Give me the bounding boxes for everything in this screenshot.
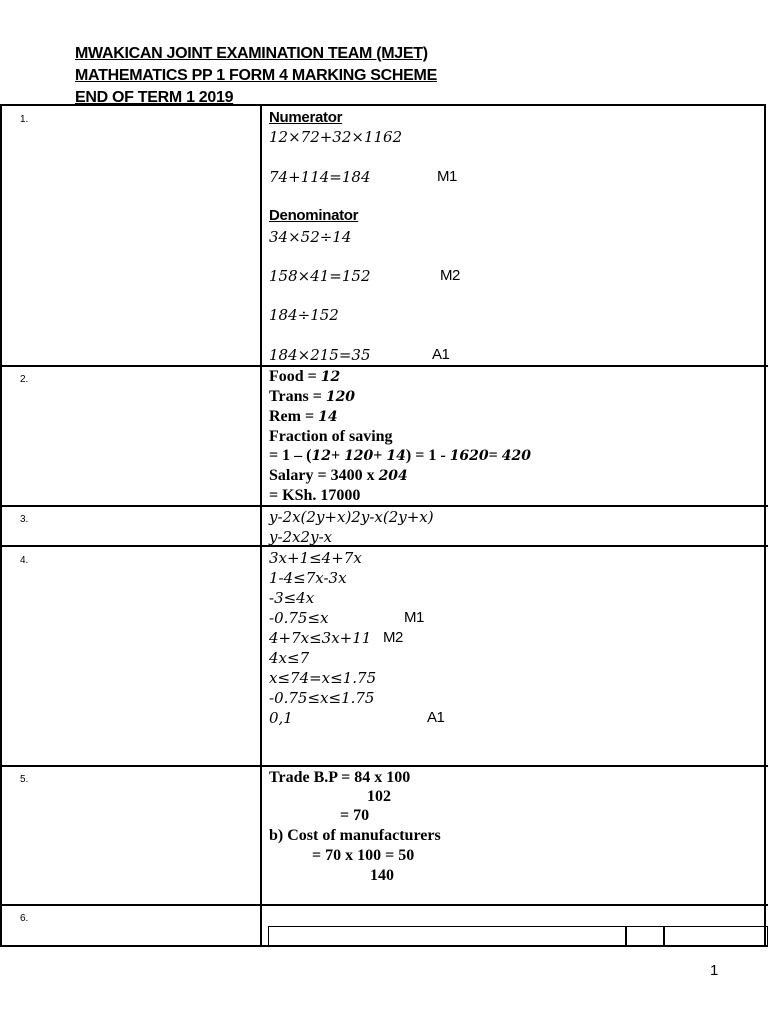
mark-m2: M2 xyxy=(383,629,403,646)
trans-line: Trans = 120 xyxy=(269,388,356,405)
doc-title-line1: MWAKICAN JOINT EXAMINATION TEAM (MJET) xyxy=(75,45,428,62)
mark-m1: M1 xyxy=(437,168,457,185)
final-answer: 184×215=35 xyxy=(269,346,371,364)
row-divider xyxy=(0,545,768,547)
food-line: Food = 12 xyxy=(269,368,341,385)
q4-step8: -0.75≤x≤1.75 xyxy=(269,689,375,707)
q6-inner-table xyxy=(268,926,768,946)
question-number: 5. xyxy=(20,774,29,785)
q4-step1: 3x+1≤4+7x xyxy=(269,549,362,567)
q4-step7: x≤74=x≤1.75 xyxy=(269,669,377,687)
q4-step4: -0.75≤x xyxy=(269,609,329,627)
question-number: 1. xyxy=(20,114,29,125)
denominator-heading: Denominator xyxy=(269,207,359,224)
q5-calc: = 70 x 100 = 50 xyxy=(312,847,415,864)
denominator-result: 158×41=152 xyxy=(269,267,371,285)
column-divider xyxy=(260,104,262,946)
division-step: 184÷152 xyxy=(269,306,339,324)
mark-a1: A1 xyxy=(427,709,445,726)
numerator-heading: Numerator xyxy=(269,109,343,126)
q5-denominator2: 140 xyxy=(370,867,394,884)
row-divider xyxy=(0,365,768,367)
question-number: 3. xyxy=(20,514,29,525)
q4-step2: 1-4≤7x-3x xyxy=(269,569,347,587)
doc-title-line2: MATHEMATICS PP 1 FORM 4 MARKING SCHEME xyxy=(75,67,437,84)
inner-table-divider xyxy=(625,927,627,945)
q3-line1: y-2x(2y+x)2y-x(2y+x) xyxy=(269,508,434,526)
row-divider xyxy=(0,765,768,767)
numerator-expression: 12×72+32×1162 xyxy=(269,128,403,146)
q5-part-b-label: b) Cost of manufacturers xyxy=(269,827,441,844)
rem-line: Rem = 14 xyxy=(269,408,338,425)
q4-answer: 0,1 xyxy=(269,709,293,727)
question-number: 2. xyxy=(20,374,29,385)
q5-trade-bp: Trade B.P = 84 x 100 xyxy=(269,769,411,786)
numerator-result: 74+114=184 xyxy=(269,168,371,186)
question-number: 4. xyxy=(20,555,29,566)
doc-title-line3: END OF TERM 1 2019 xyxy=(75,89,234,106)
mark-a1: A1 xyxy=(432,346,450,363)
inner-table-divider xyxy=(663,927,665,945)
q4-step6: 4x≤7 xyxy=(269,649,310,667)
mark-m2: M2 xyxy=(440,267,460,284)
page-number: 1 xyxy=(710,962,719,979)
q3-line2: y-2x2y-x xyxy=(269,528,333,546)
q4-step5: 4+7x≤3x+11 xyxy=(269,629,372,647)
q5-denominator1: 102 xyxy=(367,788,391,805)
salary-line: Salary = 3400 x 204 xyxy=(269,467,408,484)
question-number: 6. xyxy=(20,913,29,924)
denominator-expression: 34×52÷14 xyxy=(269,228,352,246)
row-divider xyxy=(0,904,768,906)
mark-m1: M1 xyxy=(404,609,424,626)
fraction-working: = 1 – (12+ 120+ 14) = 1 - 1620= 420 xyxy=(269,447,532,464)
salary-result: = KSh. 17000 xyxy=(269,487,361,504)
q4-step3: -3≤4x xyxy=(269,589,315,607)
q5-result1: = 70 xyxy=(340,807,370,824)
fraction-label: Fraction of saving xyxy=(269,428,393,445)
